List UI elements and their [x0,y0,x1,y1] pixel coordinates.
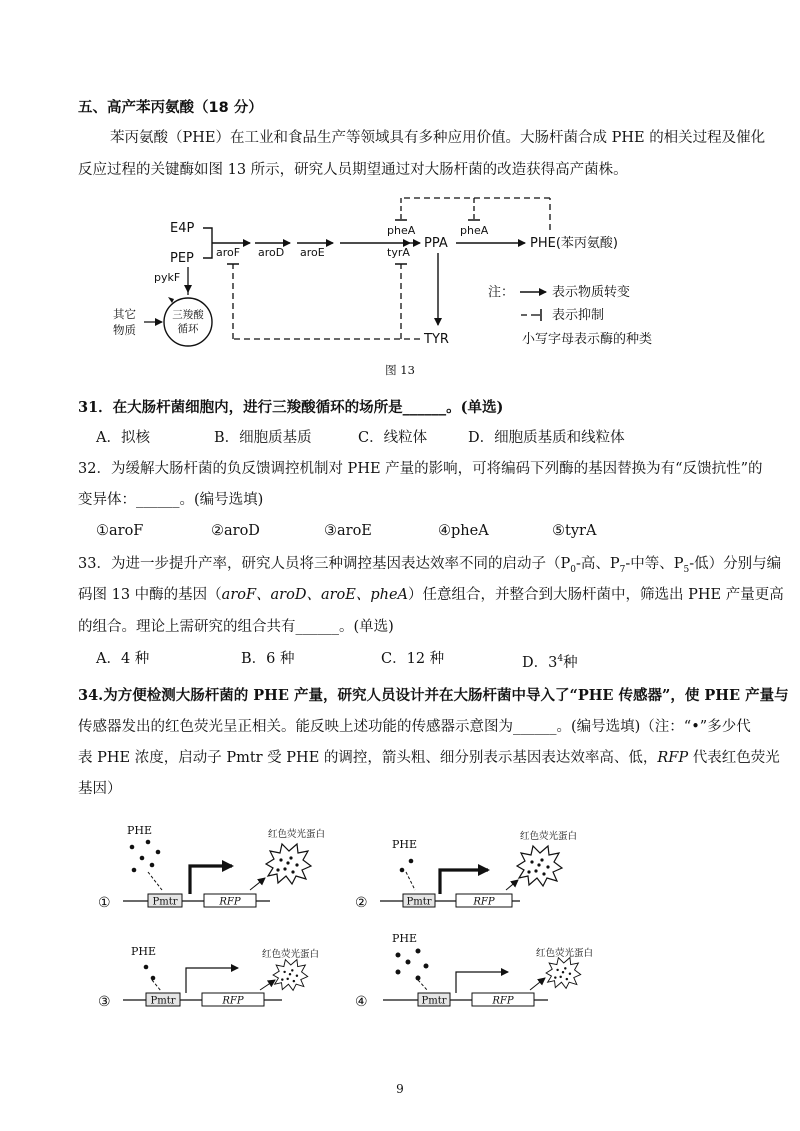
pykf-label: pykF [154,271,181,284]
other-substances-1: 其它 [113,307,136,321]
figure-13-pathway-diagram [0,185,800,385]
q33-option-d[interactable]: D．$3^4$种 [522,654,578,671]
q31-option-b[interactable]: B．细胞质基质 [214,430,312,446]
panel-3-promoter: Pmtr [150,995,176,1007]
panel-1-phe-dots [130,840,161,873]
section-title: 五、高产苯丙氨酸（18 分） [78,100,263,116]
figure-13-caption: 图 13 [385,363,415,377]
phe-product-label: PHE(苯丙氨酸) [530,236,618,251]
panel-1-protein: 红色荧光蛋白 [268,829,326,840]
q32-option-2[interactable]: ②aroD [211,523,260,539]
panel-2-number: ② [355,895,368,911]
q32-options [96,521,656,541]
panel-4-phe-dots [396,949,429,981]
q34-line-3: 表 PHE 浓度，启动子 Pmtr 受 PHE 的调控，箭头粗、细分别表示基因表达效率高、低，RFP 代表红色荧光 [78,750,780,766]
other-substances-2: 物质 [113,323,136,337]
panel-3-phe-dots [144,965,156,981]
q32-line-2: 变异体：______。(编号选填) [78,492,264,508]
q31-option-c[interactable]: C．线粒体 [358,430,428,446]
q33-line-1: 33．为进一步提升产率，研究人员将三种调控基因表达效率不同的启动子（$P_0-$高、$P_7-$中等、$P_5-$低）分别与编 [78,556,782,575]
panel-2-phe-dots [400,859,414,873]
panel-4-protein: 红色荧光蛋白 [536,948,594,959]
aroe-label: aroE [300,246,325,259]
q32-option-1[interactable]: ①aroF [96,523,144,539]
q33-option-a[interactable]: A．4 种 [96,651,150,667]
tyr-label: TYR [424,332,449,347]
pep-label: PEP [170,251,194,266]
panel-1-promoter: Pmtr [152,896,178,908]
q33-line-3: 的组合。理论上需研究的组合共有______。(单选) [78,619,394,635]
q34-line-1: 34.为方便检测大肠杆菌的 PHE 产量，研究人员设计并在大肠杆菌中导入了“PHE 传感器”，使 PHE 产量与 [78,687,789,704]
q32-option-4[interactable]: ④pheA [438,523,489,539]
q34-line-2: 传感器发出的红色荧光呈正相关。能反映上述功能的传感器示意图为______。(编号选填)（注：“•”多少代 [78,719,751,735]
q31-stem: 31．在大肠杆菌细胞内，进行三羧酸循环的场所是______。(单选) [78,399,504,416]
q31-option-d[interactable]: D．细胞质基质和线粒体 [468,430,625,446]
q33-line-2: 码图 13 中酶的基因（aroF、aroD、aroE、pheA）任意组合，并整合到大肠杆菌中，筛选出 PHE 产量更高 [78,587,784,603]
panel-2-promoter: Pmtr [406,896,432,908]
sensor-diagrams [0,810,800,1050]
panel-1-gene: RFP [219,896,241,908]
arod-label: aroD [258,246,285,259]
intro-line-1: 苯丙氨酸（PHE）在工业和食品生产等领域具有多种应用价值。大肠杆菌合成 PHE 的相关过程及催化 [110,130,766,146]
page-number: 9 [396,1082,404,1096]
legend-transfer: 表示物质转变 [552,285,631,300]
q33-options [96,649,696,669]
phea-label-2: pheA [460,224,489,237]
ppa-label: PPA [424,236,448,251]
panel-4-gene: RFP [492,995,514,1007]
arof-label: aroF [216,246,241,259]
panel-4-number: ④ [355,994,368,1010]
legend-inhibit: 表示抑制 [552,308,605,323]
panel-2-gene: RFP [473,896,495,908]
panel-1-phe-label: PHE [127,824,153,837]
panel-4-phe-label: PHE [392,932,418,945]
phea-label-1: pheA [387,224,416,237]
sensor-panel-2[interactable] [355,830,577,911]
tca-label-1: 三羧酸 [172,309,204,321]
panel-3-protein: 红色荧光蛋白 [262,949,320,960]
panel-3-phe-label: PHE [131,945,157,958]
panel-4-promoter: Pmtr [421,995,447,1007]
e4p-label: E4P [170,221,195,236]
q32-option-3[interactable]: ③aroE [324,523,372,539]
sensor-panel-1[interactable] [98,824,325,911]
sensor-panel-4[interactable] [355,932,593,1010]
sensor-panel-3[interactable] [98,945,319,1010]
panel-3-number: ③ [98,994,111,1010]
tca-label-2: 循环 [177,323,199,335]
panel-3-gene: RFP [222,995,244,1007]
q32-line-1: 32．为缓解大肠杆菌的负反馈调控机制对 PHE 产量的影响，可将编码下列酶的基因替换为有“反馈抗性”的 [78,461,763,477]
legend-enzyme: 小写字母表示酶的种类 [522,332,653,347]
q31-option-a[interactable]: A．拟核 [96,430,150,446]
q31-options [96,428,716,448]
panel-2-phe-label: PHE [392,838,418,851]
q33-option-b[interactable]: B．6 种 [241,651,295,667]
intro-line-2: 反应过程的关键酶如图 13 所示，研究人员期望通过对大肠杆菌的改造获得高产菌株。 [78,162,628,178]
panel-2-protein: 红色荧光蛋白 [520,831,578,842]
tyra-label: tyrA [387,246,410,259]
q33-option-c[interactable]: C．12 种 [381,651,445,667]
q34-line-4: 基因） [78,781,122,797]
panel-1-number: ① [98,895,111,911]
tca-cycle-circle [164,298,212,346]
q32-option-5[interactable]: ⑤tyrA [552,523,597,539]
legend-note: 注： [488,285,515,300]
